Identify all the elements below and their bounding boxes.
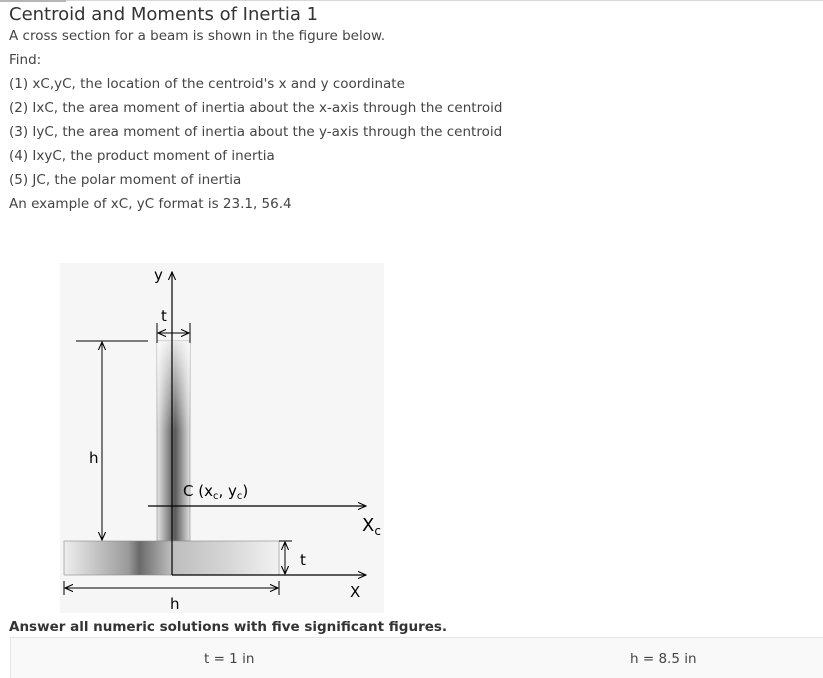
beam-cross-section-figure [60, 263, 384, 613]
h-vertical-label: h [89, 449, 99, 467]
significant-figures-note: Answer all numeric solutions with five significant figures. [9, 619, 448, 635]
y-axis-label: y [154, 266, 163, 284]
active-tab-indicator [0, 0, 66, 2]
find-item-centroid: (1) xC,yC, the location of the centroid's x and y coordinate [9, 76, 405, 92]
param-t: t = 1 in [204, 651, 255, 667]
problem-title: Centroid and Moments of Inertia 1 [9, 4, 319, 25]
centroid-label: C ($x_c$, $y_c$) [183, 482, 249, 502]
problem-intro: A cross section for a beam is shown in the figure below. [9, 28, 386, 44]
find-item-ixc: (2) IxC, the area moment of inertia about the x-axis through the centroid [9, 100, 503, 116]
x-axis-label: X [350, 583, 361, 601]
find-item-iyc: (3) IyC, the area moment of inertia about the y-axis through the centroid [9, 124, 503, 140]
top-divider [0, 0, 823, 1]
format-example: An example of xC, yC format is 23.1, 56.4 [9, 196, 292, 212]
xc-axis-label: $X_c$ [362, 515, 381, 538]
t-right-label: t [300, 551, 306, 569]
param-h: h = 8.5 in [630, 651, 697, 667]
h-bottom-label: h [170, 595, 180, 613]
find-label: Find: [9, 52, 42, 68]
find-item-jc: (5) JC, the polar moment of inertia [9, 172, 242, 188]
parameters-panel [10, 637, 823, 678]
t-top-label: t [161, 307, 167, 325]
find-item-ixyc: (4) IxyC, the product moment of inertia [9, 148, 275, 164]
